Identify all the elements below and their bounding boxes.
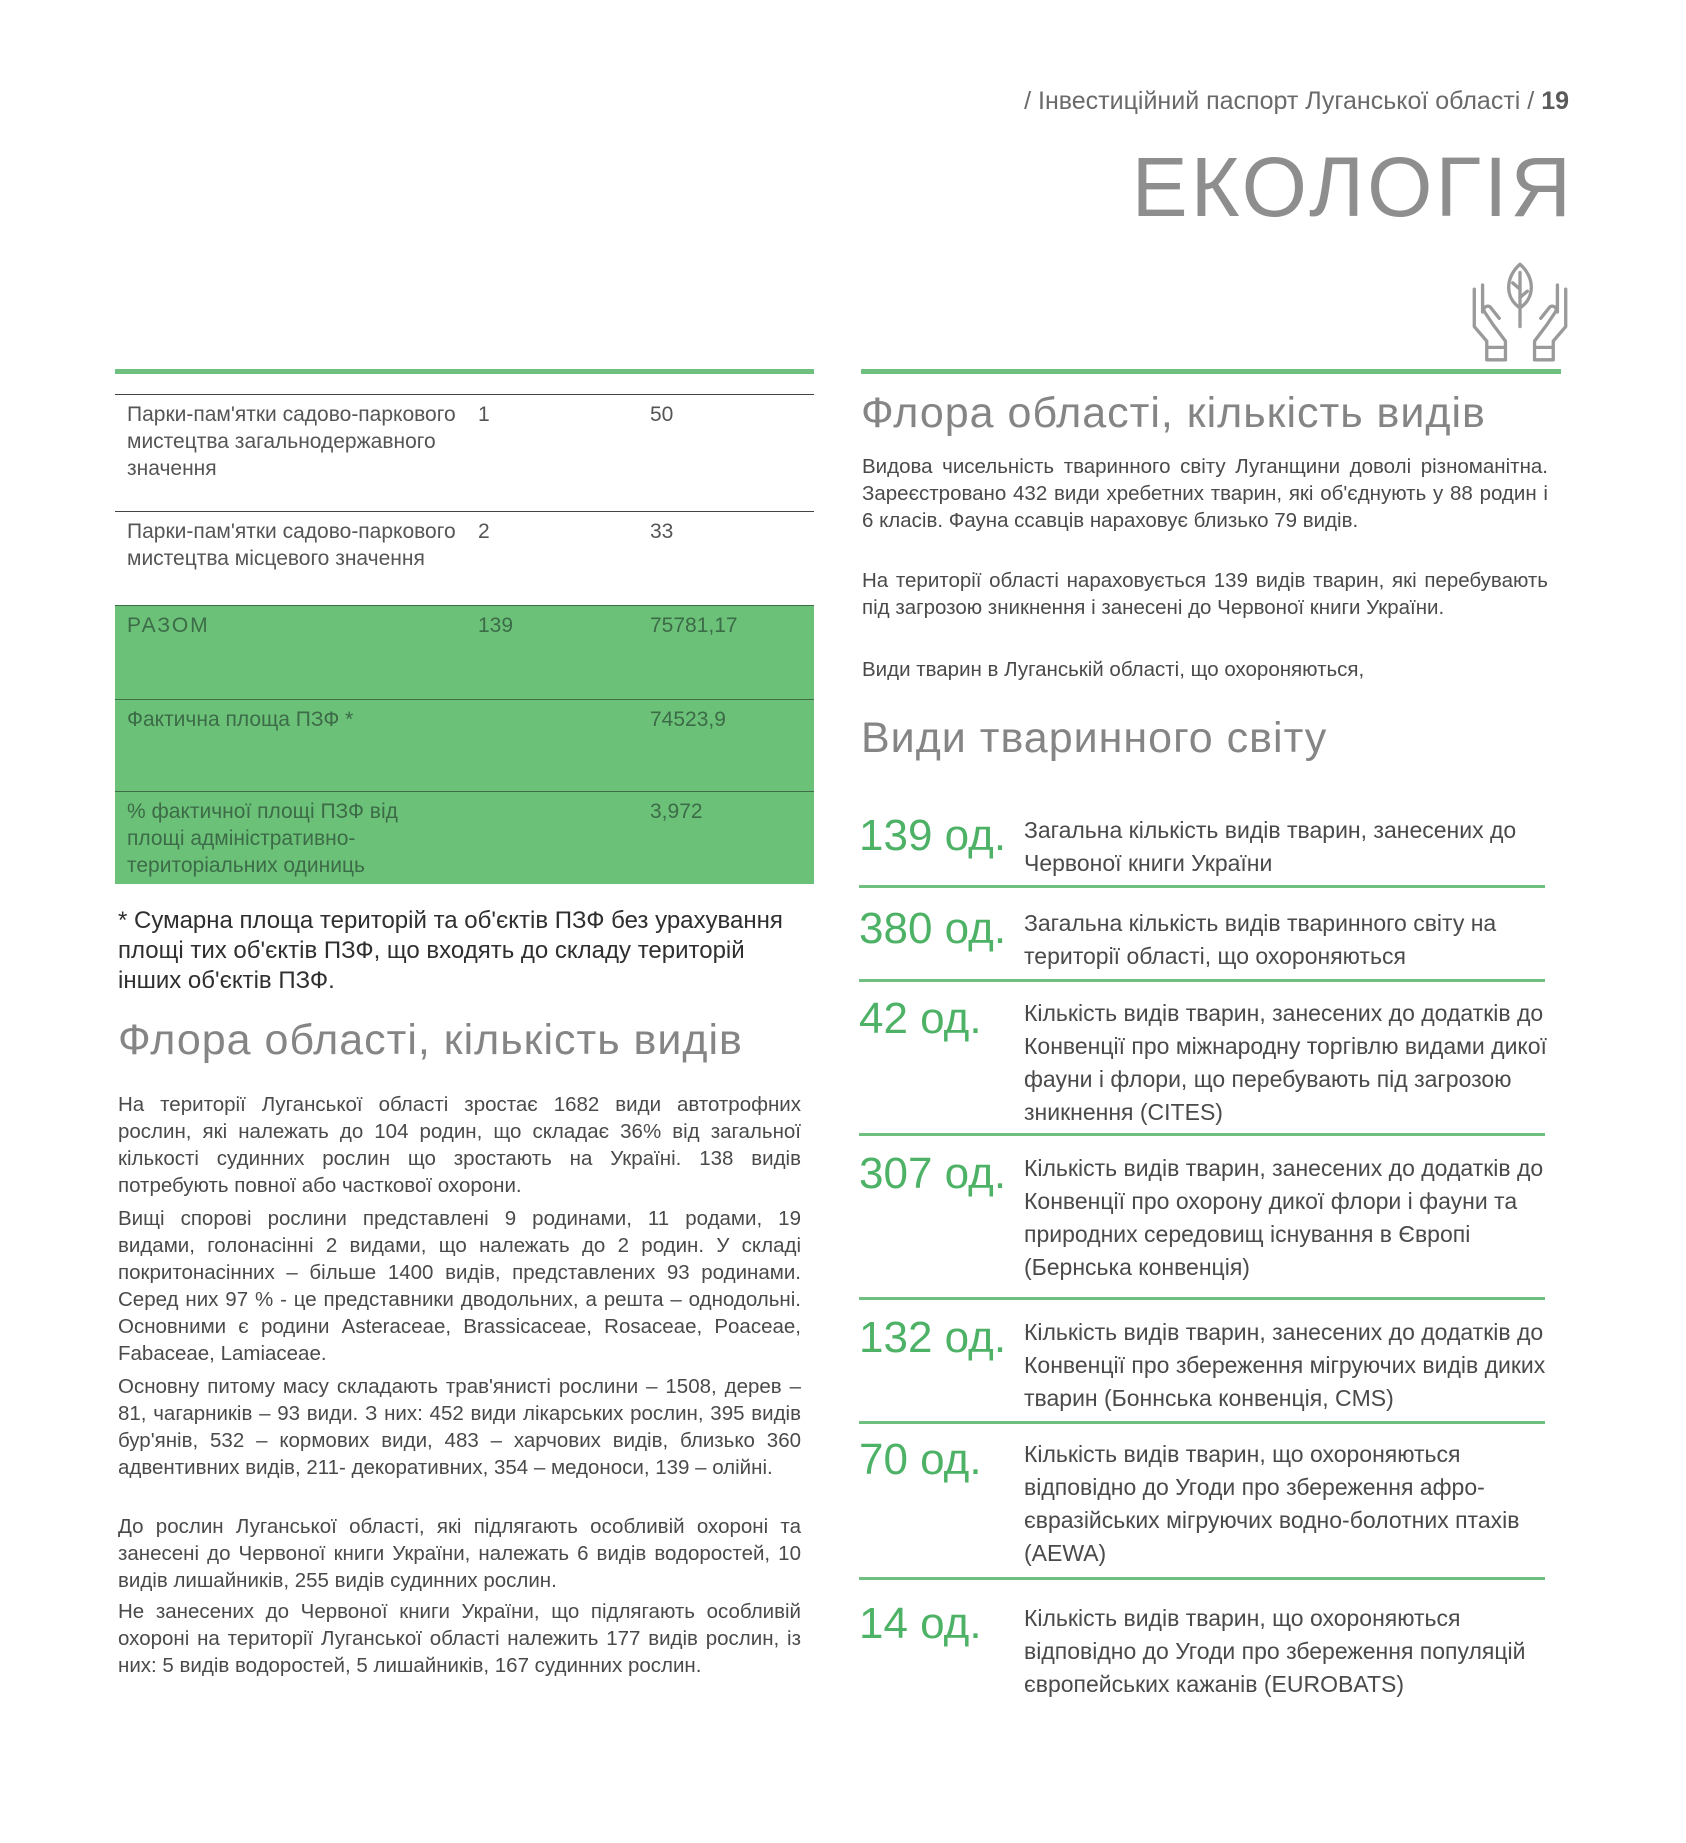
fauna-stat-value: 380 од. [859, 904, 1007, 953]
table-cell-count: 139 [466, 606, 638, 700]
fauna-heading: Види тваринного світу [861, 714, 1328, 762]
table-cell-area: 75781,17 [638, 606, 814, 700]
table-top-bar [115, 369, 814, 374]
flora-left-paragraph: До рослин Луганської області, які підлягають особливій охороні та занесені до Червоної книги України, належать 6 видів водоростей, 10 видів лишайників, 255 видів судинних рослин. [118, 1515, 801, 1592]
stat-divider [859, 885, 1545, 888]
fauna-stat-value: 132 од. [859, 1313, 1007, 1362]
table-cell-name: % фактичної площі ПЗФ від площі адміністративно-територіальних одиниць [115, 792, 466, 884]
fauna-stat-label: Кількість видів тварин, занесених до додатків до Конвенції про міжнародну торгівлю видами дикої фауни і флори, що перебувають під загрозою зникнення (CITES) [1024, 1000, 1547, 1125]
table-cell-name: Парки-пам'ятки садово-паркового мистецтва загальнодержавного значення [127, 403, 456, 480]
fauna-stat-label: Загальна кількість видів тваринного світу на території області, що охороняються [1024, 910, 1497, 969]
table-cell-count: 2 [478, 520, 490, 543]
flora-right-paragraph: Види тварин в Луганській області, що охороняються, [862, 658, 1365, 681]
table-cell-count [466, 700, 638, 792]
flora-right-paragraph: На території області нараховується 139 видів тварин, які перебувають під загрозою зникнення і занесені до Червоної книги України. [862, 569, 1548, 619]
fauna-stat-value: 14 од. [859, 1599, 982, 1648]
fauna-stat-label: Кількість видів тварин, занесених до додатків до Конвенції про збереження мігруючих видів диких тварин (Боннська конвенція, CMS) [1024, 1319, 1546, 1411]
flora-left-paragraph: Основну питому масу складають трав'янисті рослини – 1508, дерев – 81, чагарників – 93 види. З них: 452 види лікарських рослин, 395 видів бур'янів, 532 – кормових види, 483 – харчових видів, близько 360 адвентивних видів, 211- декоративних, 354 – медоноси, 139 – олійні. [118, 1375, 801, 1479]
table-cell-name: РАЗОМ [115, 606, 466, 700]
running-header [1024, 87, 1569, 116]
pzf-table [115, 394, 814, 884]
fauna-stat-value: 70 од. [859, 1435, 982, 1484]
fauna-stat-value: 307 од. [859, 1149, 1007, 1198]
page-number: 19 [1541, 87, 1569, 115]
fauna-stat-label: Загальна кількість видів тварин, занесених до Червоної книги України [1024, 817, 1517, 876]
table-footnote: * Сумарна площа територій та об'єктів ПЗФ без урахування площі тих об'єктів ПЗФ, що входять до складу територій інших об'єктів ПЗФ. [118, 907, 783, 994]
table-cell-area: 3,972 [638, 792, 814, 884]
fauna-stat-value: 139 од. [859, 811, 1007, 860]
stat-divider [859, 1133, 1545, 1136]
flora-right-heading: Флора області, кількість видів [861, 389, 1486, 437]
stat-divider [859, 1421, 1545, 1424]
stat-divider [859, 979, 1545, 982]
fauna-stat-label: Кількість видів тварин, що охороняються відповідно до Угоди про збереження популяцій європейських кажанів (EUROBATS) [1024, 1605, 1526, 1697]
flora-left-paragraph: На території Луганської області зростає 1682 види автотрофних рослин, які належать до 104 родин, що складає 36% від загальної кількості судинних рослин що зростають на Україні. 138 видів потребують повної або часткової охорони. [118, 1093, 801, 1197]
table-summary-row [115, 606, 814, 700]
fauna-stat-label: Кількість видів тварин, занесених до додатків до Конвенції про охорону дикої флори і фауни та природних середовищ існування в Європі (Бернська конвенція) [1024, 1155, 1544, 1280]
flora-right-paragraph: Видова чисельність тваринного світу Луганщини доволі різноманітна. Зареєстровано 432 види хребетних тварин, які об'єднують у 88 родин і 6 класів. Фауна ссавців нараховує близько 79 видів. [862, 455, 1548, 532]
flora-left-paragraph: Не занесених до Червоної книги України, що підлягають особливій охороні на території Луганської області належить 177 видів рослин, із них: 5 видів водоростей, 5 лишайників, 167 судинних рослин. [118, 1600, 801, 1677]
table-cell-name: Фактична площа ПЗФ * [115, 700, 466, 792]
table-cell-count [466, 792, 638, 884]
table-row [115, 512, 814, 606]
table-cell-area: 50 [650, 403, 674, 426]
table-row [115, 395, 814, 512]
table-summary-row [115, 792, 814, 884]
flora-left-heading: Флора області, кількість видів [118, 1016, 743, 1064]
hands-leaf-icon [1468, 258, 1572, 364]
stat-divider [859, 1577, 1545, 1580]
table-cell-area: 74523,9 [638, 700, 814, 792]
page-title: ЕКОЛОГІЯ [1131, 140, 1574, 234]
running-title: / Інвестиційний паспорт Луганської області / [1024, 87, 1542, 115]
stat-divider [859, 1297, 1545, 1300]
table-cell-area: 33 [650, 520, 674, 543]
fauna-stat-value: 42 од. [859, 994, 982, 1043]
flora-left-paragraph: Вищі спорові рослини представлені 9 родинами, 11 родами, 19 видами, голонасінні 2 видами, що належать до 2 родин. У складі покритонасінних – більше 1400 видів, представлених 93 родинами. Серед них 97 % - це представники дводольних, а решта – однодольні. Основними є родини Asteraceae, Brassicaceae, Rosaceae, Poaceae, Fabaceae, Lamiaceae. [118, 1207, 801, 1365]
table-summary-row [115, 700, 814, 792]
table-cell-name: Парки-пам'ятки садово-паркового мистецтва місцевого значення [127, 520, 456, 570]
table-cell-count: 1 [478, 403, 490, 426]
right-column-top-bar [861, 369, 1561, 374]
fauna-stat-label: Кількість видів тварин, що охороняються відповідно до Угоди про збереження афро-євразійських мігруючих водно-болотних птахів (AEWA) [1024, 1441, 1520, 1566]
